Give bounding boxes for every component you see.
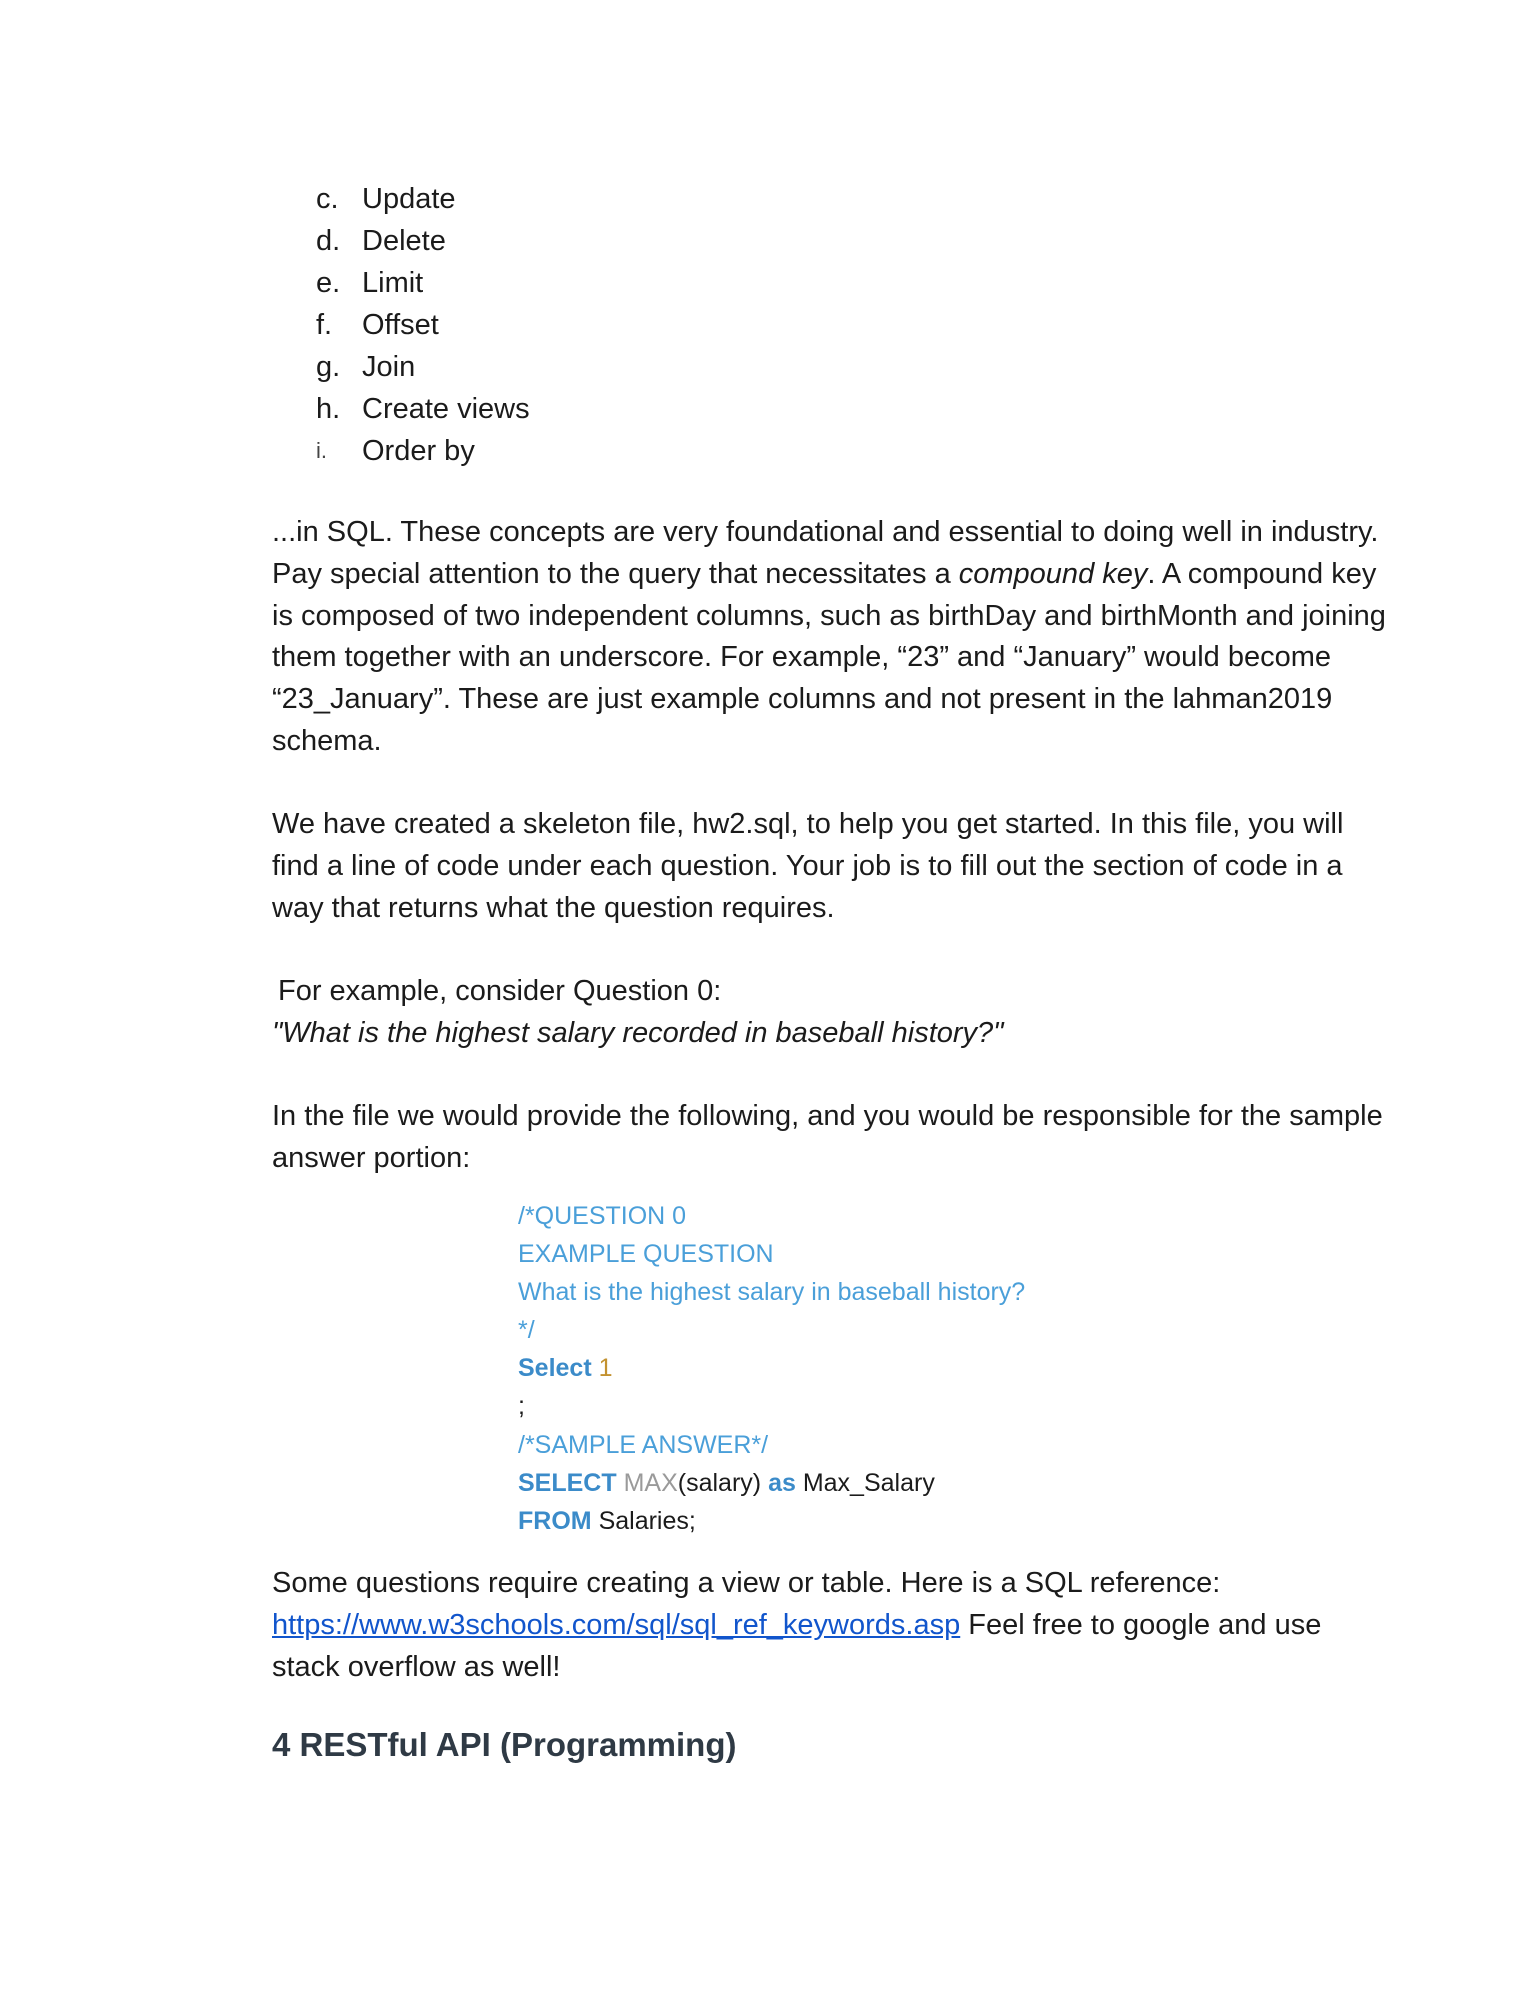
code-answer-line [518, 1464, 1025, 1502]
example-lead: For example, consider Question 0: [278, 975, 722, 1007]
w3schools-link[interactable]: https://www.w3schools.com/sql/sql_ref_keywords.asp [272, 1608, 961, 1641]
code-comment-line: /*QUESTION 0 [518, 1202, 687, 1230]
sql-concepts-list [316, 178, 530, 472]
code-comment-line: EXAMPLE QUESTION [518, 1240, 774, 1269]
list-marker: h. [316, 392, 341, 425]
code-keyword: Select [518, 1354, 592, 1383]
code-from-line [518, 1502, 1025, 1540]
list-item [316, 220, 530, 262]
list-item-label: Delete [362, 224, 446, 257]
intro-paragraph [272, 512, 1392, 763]
file-paragraph: In the file we would provide the following, and you would be responsible for the sample answer portion: [272, 1100, 1383, 1174]
code-keyword: as [768, 1468, 796, 1497]
intro-text-2: . A compound key is composed of two independent columns, such as birthDay and birthMonth and joining them together with an underscore. For example, “23” and “January” would become “23_January”. These are just example columns and not present in the lahman2019 schema. [272, 557, 1386, 757]
code-keyword: SELECT [518, 1468, 617, 1497]
list-item [316, 388, 530, 430]
list-marker: c. [316, 182, 339, 215]
code-table: Salaries; [598, 1506, 696, 1535]
list-item-label: Limit [362, 266, 424, 299]
sql-code-block [518, 1197, 1025, 1540]
list-marker: f. [316, 308, 333, 341]
list-item-label: Join [362, 350, 416, 383]
code-select-line [518, 1349, 1025, 1387]
example-paragraph [272, 971, 1392, 1055]
code-argument: (salary) [677, 1468, 762, 1497]
code-semicolon-line: ; [518, 1392, 525, 1421]
list-item [316, 178, 530, 220]
list-item-label: Order by [362, 434, 475, 467]
list-item [316, 304, 530, 346]
skeleton-paragraph: We have created a skeleton file, hw2.sql, to help you get started. In this file, you will find a line of code under each question. Your job is to fill out the section of code in a way that returns what the question requires. [272, 808, 1344, 924]
list-marker: e. [316, 266, 341, 299]
list-item-label: Create views [362, 392, 530, 425]
list-item-label: Update [362, 182, 456, 215]
list-marker: i. [316, 438, 327, 463]
list-item [316, 430, 530, 472]
reference-text-2: Feel free to google and use stack overflow as well! [272, 1608, 1322, 1683]
code-alias: Max_Salary [802, 1468, 935, 1497]
code-comment-line: What is the highest salary in baseball history? [518, 1278, 1026, 1307]
list-item-label: Offset [362, 308, 439, 341]
example-question: "What is the highest salary recorded in baseball history?" [272, 1016, 1004, 1049]
list-marker: g. [316, 350, 341, 383]
reference-text-1: Some questions require creating a view or table. Here is a SQL reference: [272, 1567, 1221, 1599]
list-item [316, 346, 530, 388]
code-function: MAX [623, 1468, 678, 1497]
intro-text-1: ...in SQL. These concepts are very foundational and essential to doing well in industry. Pay special attention to the query that necessitates a [272, 516, 1379, 590]
code-keyword: FROM [518, 1506, 592, 1535]
code-comment-line: /*SAMPLE ANSWER*/ [518, 1430, 769, 1459]
code-number: 1 [598, 1354, 613, 1383]
reference-paragraph [272, 1563, 1392, 1688]
list-marker: d. [316, 224, 341, 257]
section-heading: 4 RESTful API (Programming) [272, 1726, 737, 1763]
compound-key-emphasis: compound key [958, 557, 1148, 590]
list-item [316, 262, 530, 304]
code-comment-line: */ [518, 1316, 535, 1345]
